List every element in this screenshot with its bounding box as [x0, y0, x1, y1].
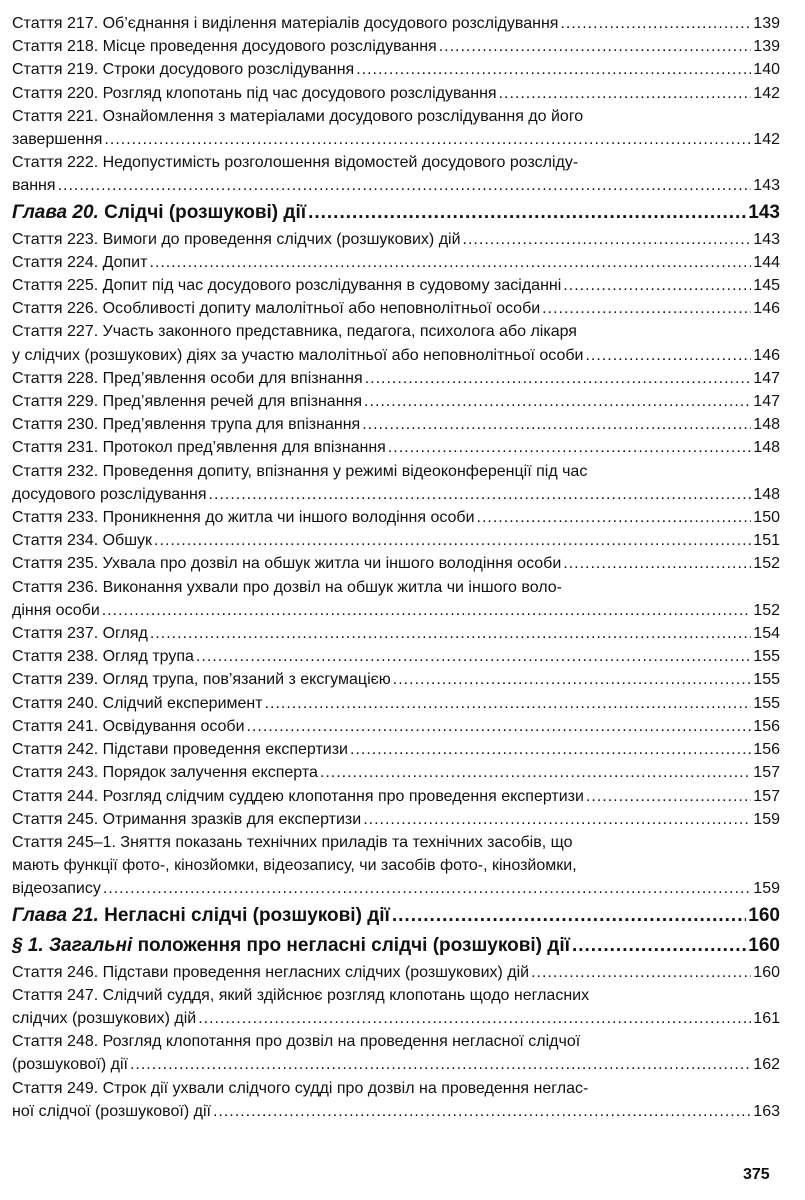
entry-title: Стаття 240. Слідчий експеримент — [12, 694, 263, 712]
chapter-title: Слідчі (розшукові) дії — [104, 201, 307, 223]
entry-title-line: Стаття 221. Ознайомлення з матеріалами досудового розслідування до його — [12, 107, 584, 125]
leader-dots — [499, 82, 752, 105]
toc-section-1 — [12, 931, 780, 961]
toc-chapter-20 — [12, 198, 780, 228]
toc-entry-240 — [12, 692, 780, 715]
chapter-page: 143 — [748, 201, 780, 223]
toc-entry-236 — [12, 576, 780, 622]
toc-chapter-21 — [12, 901, 780, 931]
entry-page: 160 — [753, 963, 780, 981]
leader-dots — [102, 599, 752, 622]
chapter-title: Негласні слідчі (розшукові) дії — [104, 904, 390, 926]
leader-dots — [531, 961, 751, 984]
toc-entry-227 — [12, 320, 780, 366]
toc-entry-226 — [12, 297, 780, 320]
leader-dots — [363, 808, 751, 831]
toc-entry-248 — [12, 1030, 780, 1076]
entry-page: 155 — [753, 671, 780, 689]
leader-dots — [563, 552, 751, 575]
entry-page: 142 — [753, 131, 780, 149]
toc-entry-228 — [12, 367, 780, 390]
entry-title: Стаття 217. Об’єднання і виділення матеріалів досудового розслідування — [12, 15, 559, 32]
entry-page: 155 — [753, 694, 780, 712]
toc-entry-241 — [12, 715, 780, 738]
entry-title: Стаття 237. Огляд — [12, 625, 148, 643]
chapter-page: 160 — [748, 904, 780, 926]
section-number: § 1. Загальні — [12, 934, 133, 956]
entry-title-line: Стаття 247. Слідчий суддя, який здійснює розгляд клопотань щодо негласних — [12, 986, 590, 1004]
entry-page: 156 — [753, 717, 780, 735]
entry-page: 139 — [753, 15, 780, 32]
entry-title: Стаття 243. Порядок залучення експерта — [12, 764, 318, 782]
entry-page: 157 — [753, 764, 780, 782]
toc-entry-232 — [12, 460, 780, 506]
leader-dots — [58, 174, 752, 197]
entry-title-cont: завершення — [12, 131, 103, 149]
toc-entry-245 — [12, 808, 780, 831]
leader-dots — [130, 1053, 751, 1076]
entry-page: 148 — [753, 416, 780, 434]
entry-title: Стаття 239. Огляд трупа, пов’язаний з ексгумацією — [12, 671, 391, 689]
leader-dots — [362, 413, 751, 436]
leader-dots — [213, 1100, 751, 1123]
entry-title: Стаття 244. Розгляд слідчим суддею клопотання про проведення експертизи — [12, 787, 584, 805]
leader-dots — [388, 436, 751, 459]
entry-title: Стаття 245. Отримання зразків для експертизи — [12, 810, 362, 828]
toc-entry-225 — [12, 274, 780, 297]
leader-dots — [392, 901, 746, 931]
entry-page: 142 — [753, 84, 780, 102]
leader-dots — [463, 228, 752, 251]
entry-page: 159 — [753, 880, 780, 898]
entry-page: 151 — [753, 532, 780, 550]
leader-dots — [198, 1007, 751, 1030]
leader-dots — [320, 761, 751, 784]
toc-entry-233 — [12, 506, 780, 529]
toc-entry-222 — [12, 151, 780, 197]
entry-page: 148 — [753, 439, 780, 457]
toc-entry-237 — [12, 622, 780, 645]
leader-dots — [149, 251, 751, 274]
entry-title: Стаття 234. Обшук — [12, 532, 153, 550]
toc-entry-243 — [12, 761, 780, 784]
entry-title: Стаття 246. Підстави проведення негласних слідчих (розшукових) дій — [12, 963, 530, 981]
toc-entry-218 — [12, 35, 780, 58]
entry-title-line: Стаття 249. Строк дії ухвали слідчого судді про дозвіл на проведення неглас- — [12, 1079, 589, 1097]
entry-title-line: Стаття 222. Недопустимість розголошення відомостей досудового розсліду- — [12, 154, 579, 172]
entry-title: Стаття 224. Допит — [12, 253, 148, 271]
toc-entry-230 — [12, 413, 780, 436]
entry-title: Стаття 241. Освідування особи — [12, 717, 245, 735]
entry-page: 140 — [753, 61, 780, 79]
toc-entry-234 — [12, 529, 780, 552]
toc-entry-235 — [12, 552, 780, 575]
leader-dots — [196, 645, 751, 668]
entry-title: Стаття 228. Пред’явлення особи для впізнання — [12, 369, 363, 387]
entry-page: 145 — [753, 277, 780, 295]
entry-title-line: Стаття 236. Виконання ухвали про дозвіл на обшук житла чи іншого воло- — [12, 578, 562, 596]
entry-page: 163 — [753, 1102, 780, 1120]
entry-page: 147 — [753, 369, 780, 387]
leader-dots — [209, 483, 752, 506]
leader-dots — [350, 738, 751, 761]
entry-title-cont: досудового розслідування — [12, 485, 207, 503]
leader-dots — [563, 274, 751, 297]
toc-entry-224 — [12, 251, 780, 274]
leader-dots — [585, 344, 751, 367]
entry-title-line: Стаття 232. Проведення допиту, впізнання у режимі відеоконференції під час — [12, 462, 588, 480]
leader-dots — [439, 35, 752, 58]
leader-dots — [308, 198, 746, 228]
leader-dots — [586, 785, 751, 808]
entry-title: Стаття 219. Строки досудового розслідування — [12, 61, 355, 79]
entry-page: 154 — [753, 625, 780, 643]
chapter-number: Глава 21. — [12, 904, 99, 926]
leader-dots — [393, 668, 752, 691]
entry-title: Стаття 225. Допит під час досудового розслідування в судовому засіданні — [12, 277, 562, 295]
entry-page: 162 — [753, 1056, 780, 1074]
entry-title-line: мають функції фото-, кінозйомки, відеозапису, чи засобів фото-, кінозйомки, — [12, 857, 577, 875]
entry-title-cont: вання — [12, 177, 56, 195]
entry-page: 156 — [753, 741, 780, 759]
toc-entry-231 — [12, 436, 780, 459]
leader-dots — [104, 128, 751, 151]
entry-title: Стаття 230. Пред’явлення трупа для впізнання — [12, 416, 361, 434]
entry-title-cont: ної слідчої (розшукової) дії — [12, 1102, 211, 1120]
leader-dots — [150, 622, 751, 645]
leader-dots — [154, 529, 751, 552]
entry-page: 139 — [753, 38, 780, 56]
entry-page: 161 — [753, 1009, 780, 1027]
leader-dots — [365, 367, 752, 390]
page-number: 375 — [743, 1166, 770, 1183]
entry-page: 146 — [753, 346, 780, 364]
table-of-contents — [12, 12, 780, 1123]
leader-dots — [542, 297, 751, 320]
toc-entry-223 — [12, 228, 780, 251]
entry-page: 152 — [753, 555, 780, 573]
entry-page: 143 — [753, 177, 780, 195]
entry-title: Стаття 242. Підстави проведення експертизи — [12, 741, 348, 759]
entry-title: Стаття 233. Проникнення до житла чи іншого володіння особи — [12, 509, 475, 527]
leader-dots — [265, 692, 752, 715]
section-page: 160 — [748, 934, 780, 956]
entry-page: 147 — [753, 393, 780, 411]
entry-title-cont: діння особи — [12, 601, 100, 619]
entry-title-line: Стаття 245–1. Зняття показань технічних приладів та технічних засобів, що — [12, 833, 573, 851]
entry-page: 152 — [753, 601, 780, 619]
entry-title: Стаття 223. Вимоги до проведення слідчих (розшукових) дій — [12, 230, 461, 248]
leader-dots — [560, 12, 751, 35]
leader-dots — [572, 931, 746, 961]
entry-title: Стаття 235. Ухвала про дозвіл на обшук житла чи іншого володіння особи — [12, 555, 562, 573]
toc-entry-238 — [12, 645, 780, 668]
entry-title: Стаття 238. Огляд трупа — [12, 648, 194, 666]
leader-dots — [103, 877, 751, 900]
section-title: положення про негласні слідчі (розшукові) дії — [137, 934, 570, 956]
entry-page: 144 — [753, 253, 780, 271]
entry-page: 148 — [753, 485, 780, 503]
chapter-number: Глава 20. — [12, 201, 99, 223]
entry-page: 143 — [753, 230, 780, 248]
entry-title-cont: (розшукової) дії — [12, 1056, 128, 1074]
entry-page: 157 — [753, 787, 780, 805]
toc-entry-247 — [12, 984, 780, 1030]
toc-entry-217 — [12, 12, 780, 35]
toc-entry-220 — [12, 82, 780, 105]
entry-page: 150 — [753, 509, 780, 527]
entry-title-cont: слідчих (розшукових) дій — [12, 1009, 197, 1027]
entry-title: Стаття 226. Особливості допиту малолітньої або неповнолітньої особи — [12, 300, 541, 318]
leader-dots — [477, 506, 752, 529]
toc-entry-219 — [12, 58, 780, 81]
entry-title-line: Стаття 227. Участь законного представника, педагога, психолога або лікаря — [12, 323, 577, 341]
entry-title: Стаття 229. Пред’явлення речей для впізнання — [12, 393, 363, 411]
entry-page: 159 — [753, 810, 780, 828]
toc-entry-242 — [12, 738, 780, 761]
leader-dots — [364, 390, 751, 413]
toc-entry-246 — [12, 961, 780, 984]
toc-entry-244 — [12, 785, 780, 808]
entry-title-cont: у слідчих (розшукових) діях за участю малолітньої або неповнолітньої особи — [12, 346, 584, 364]
entry-title: Стаття 220. Розгляд клопотань під час досудового розслідування — [12, 84, 497, 102]
entry-page: 146 — [753, 300, 780, 318]
toc-entry-229 — [12, 390, 780, 413]
toc-entry-245-1 — [12, 831, 780, 901]
toc-entry-249 — [12, 1077, 780, 1123]
leader-dots — [356, 58, 751, 81]
entry-page: 155 — [753, 648, 780, 666]
entry-title: Стаття 218. Місце проведення досудового розслідування — [12, 38, 437, 56]
entry-title-cont: відеозапису — [12, 880, 101, 898]
leader-dots — [247, 715, 752, 738]
toc-entry-221 — [12, 105, 780, 151]
entry-title: Стаття 231. Протокол пред’явлення для впізнання — [12, 439, 386, 457]
toc-entry-239 — [12, 668, 780, 691]
entry-title-line: Стаття 248. Розгляд клопотання про дозвіл на проведення негласної слідчої — [12, 1033, 581, 1051]
